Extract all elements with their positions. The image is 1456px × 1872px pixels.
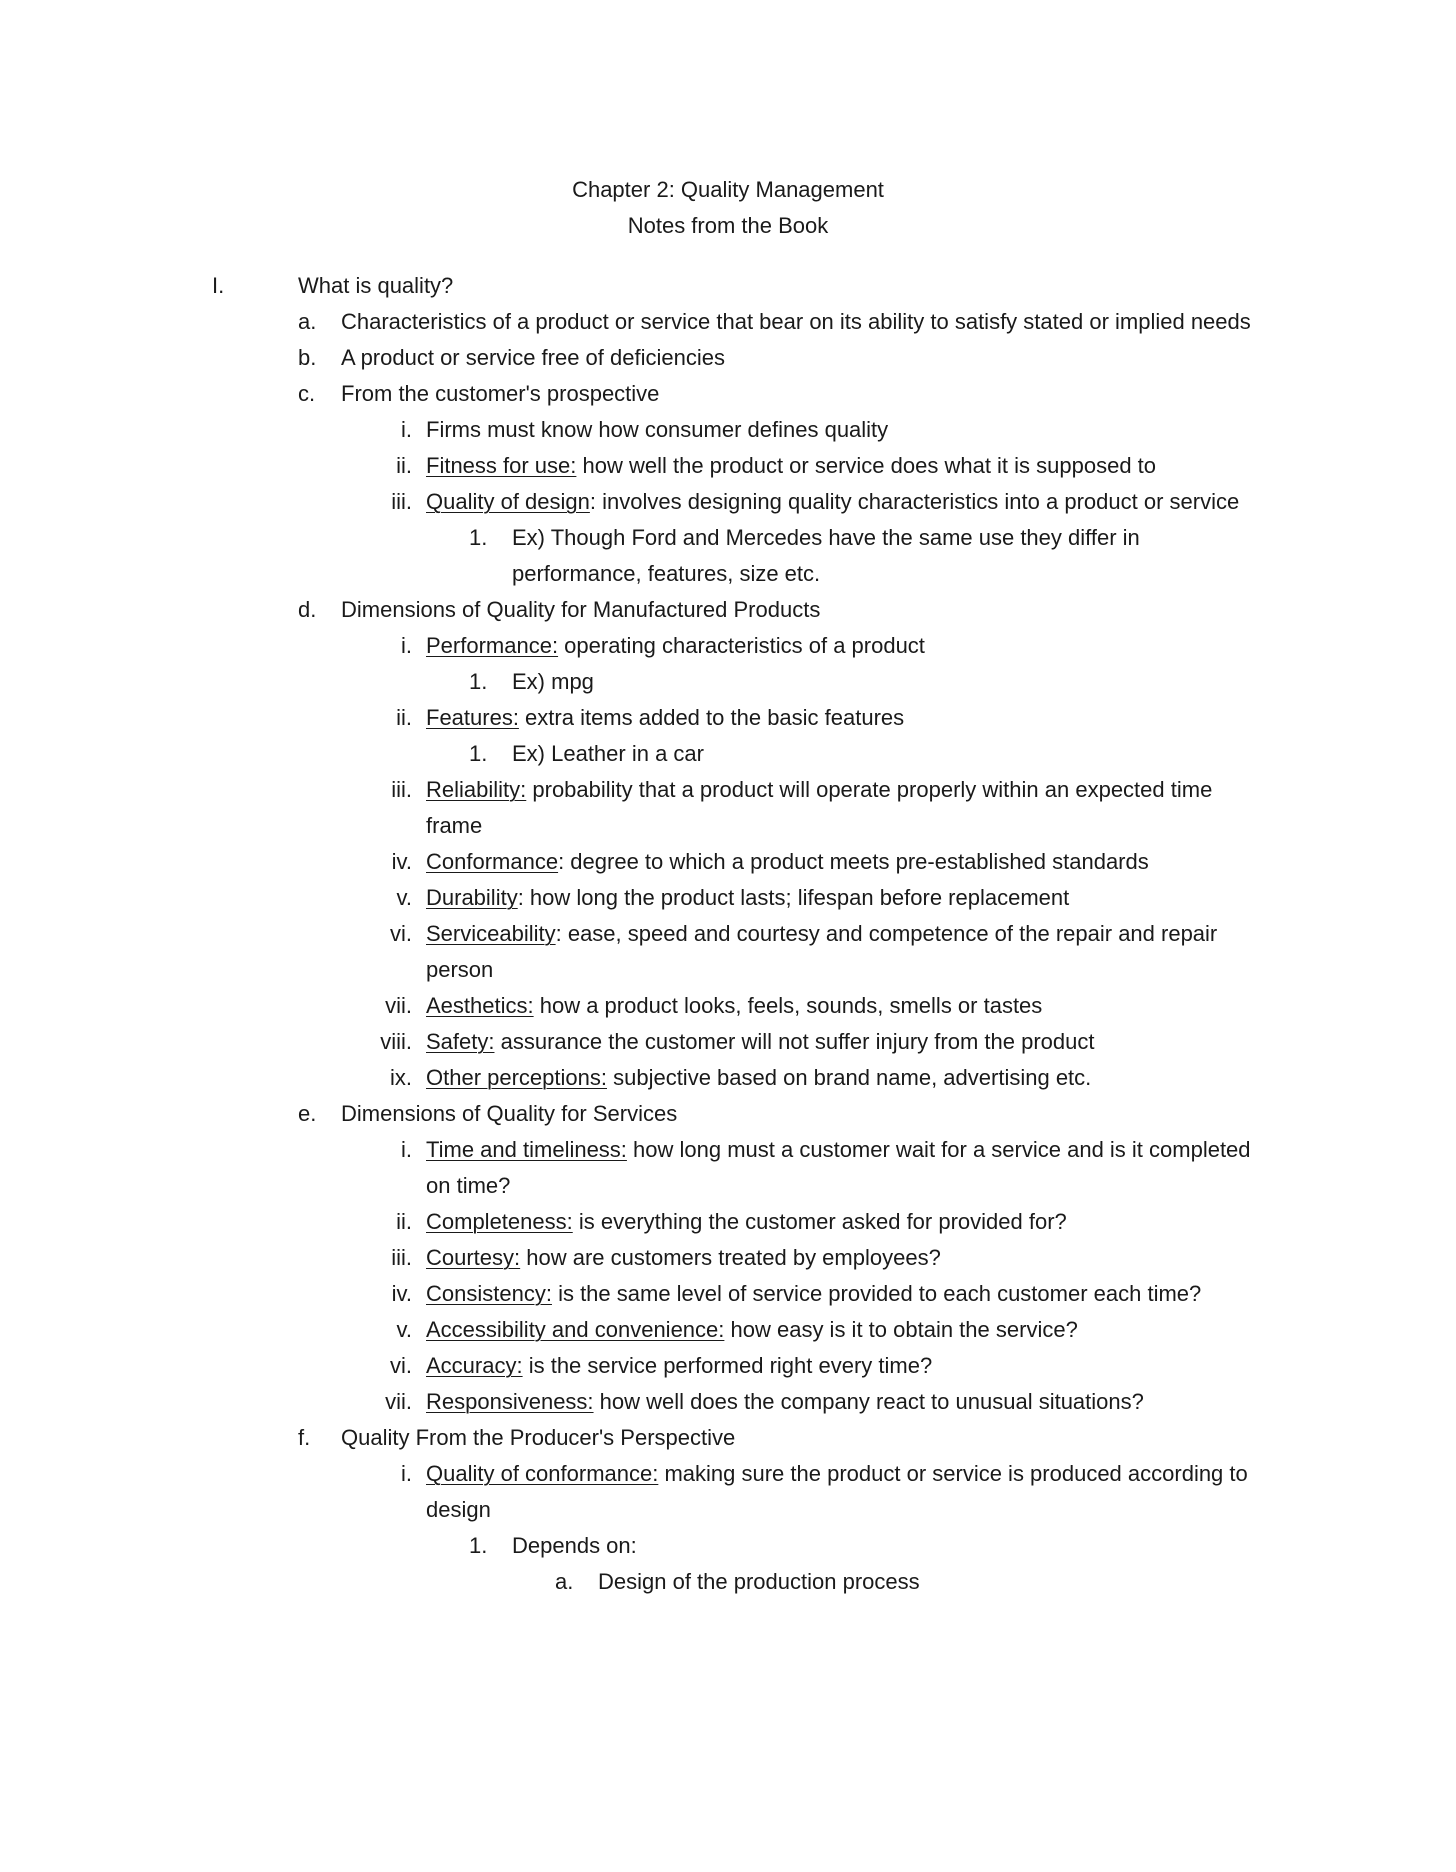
list-item-text [426, 1060, 1261, 1096]
definition-text: how are customers treated by employees? [520, 1245, 941, 1270]
list-marker: a. [555, 1569, 574, 1594]
outline-item-level-3 [401, 1132, 1261, 1204]
outline-item-level-3 [391, 844, 1261, 880]
defined-term: Time and timeliness: [426, 1137, 627, 1162]
definition-text: Depends on: [512, 1533, 637, 1558]
list-marker: b. [298, 345, 317, 370]
definition-text: : how long the product lasts; lifespan before replacement [517, 885, 1070, 910]
defined-term: Responsiveness: [426, 1389, 594, 1414]
defined-term: Aesthetics: [426, 993, 534, 1018]
definition-text: operating characteristics of a product [558, 633, 925, 658]
definition-text: extra items added to the basic features [518, 705, 905, 730]
outline-item-level-5 [555, 1564, 1198, 1600]
definition-text: Quality From the Producer's Perspective [341, 1425, 736, 1450]
outline-item-level-3 [401, 628, 1261, 664]
list-marker: v. [396, 885, 412, 910]
list-item-text [426, 1240, 1261, 1276]
document-title: Chapter 2: Quality Management [572, 177, 884, 202]
outline-item-level-3 [391, 484, 1261, 520]
document-subtitle: Notes from the Book [627, 213, 829, 238]
definition-text: Dimensions of Quality for Manufactured Products [341, 597, 821, 622]
definition-text: Ex) mpg [512, 669, 594, 694]
list-marker: d. [298, 597, 317, 622]
outline-item-level-2 [298, 1420, 1261, 1456]
list-marker: i. [401, 417, 412, 442]
defined-term: Quality of design [426, 489, 590, 514]
defined-term: Accessibility and convenience: [426, 1317, 725, 1342]
definition-text: how well does the company react to unusual situations? [593, 1389, 1144, 1414]
outline-item-level-3 [385, 988, 1261, 1024]
list-item-text [426, 1132, 1261, 1204]
list-item-text [426, 916, 1261, 988]
list-marker: I. [212, 273, 225, 298]
title-block [0, 172, 1456, 244]
definition-text: how well the product or service does what it is supposed to [576, 453, 1157, 478]
list-item-text [298, 268, 1258, 304]
definition-text: making sure the product or service is produced according to design [426, 1461, 1248, 1522]
list-item-text [426, 772, 1261, 844]
definition-text: Characteristics of a product or service that bear on its ability to satisfy stated or implied needs [341, 309, 1251, 334]
outline-item-level-2 [298, 340, 1261, 376]
list-marker: ii. [396, 453, 412, 478]
list-marker: vi. [390, 1353, 412, 1378]
list-marker: v. [396, 1317, 412, 1342]
outline-item-level-2 [298, 1096, 1261, 1132]
outline-item-level-4 [469, 520, 1202, 592]
list-marker: i. [401, 1461, 412, 1486]
list-marker: e. [298, 1101, 317, 1126]
list-item-text [426, 988, 1261, 1024]
outline-item-level-3 [401, 412, 1261, 448]
list-marker: f. [298, 1425, 311, 1450]
list-item-text [426, 484, 1261, 520]
outline-item-level-3 [396, 1204, 1261, 1240]
definition-text: how long must a customer wait for a service and is it completed on time? [426, 1137, 1251, 1198]
definition-text: how a product looks, feels, sounds, smells or tastes [533, 993, 1043, 1018]
defined-term: Other perceptions: [426, 1065, 607, 1090]
outline-item-level-3 [390, 916, 1261, 988]
defined-term: Quality of conformance: [426, 1461, 659, 1486]
definition-text: What is quality? [298, 273, 454, 298]
definition-text: how easy is it to obtain the service? [724, 1317, 1078, 1342]
list-marker: iii. [391, 1245, 412, 1270]
list-item-text [598, 1564, 1198, 1600]
list-marker: 1. [469, 1533, 488, 1558]
list-item-text [426, 1384, 1261, 1420]
outline-item-level-3 [396, 700, 1261, 736]
outline-item-level-4 [469, 736, 1202, 772]
list-item-text [426, 1276, 1261, 1312]
outline-item-level-2 [298, 376, 1261, 412]
definition-text: Dimensions of Quality for Services [341, 1101, 678, 1126]
outline-item-level-2 [298, 304, 1261, 340]
list-marker: iii. [391, 777, 412, 802]
outline-item-level-3 [391, 1240, 1261, 1276]
defined-term: Accuracy: [426, 1353, 523, 1378]
list-item-text [426, 880, 1261, 916]
list-marker: 1. [469, 741, 488, 766]
defined-term: Courtesy: [426, 1245, 521, 1270]
list-item-text [512, 1528, 1202, 1564]
outline-item-level-3 [401, 1456, 1261, 1528]
definition-text: assurance the customer will not suffer injury from the product [494, 1029, 1095, 1054]
defined-term: Performance: [426, 633, 559, 658]
list-item-text [426, 448, 1261, 484]
definition-text: subjective based on brand name, advertising etc. [606, 1065, 1092, 1090]
list-marker: ii. [396, 705, 412, 730]
list-item-text [426, 1204, 1261, 1240]
definition-text: A product or service free of deficiencies [341, 345, 725, 370]
definition-text: is the same level of service provided to each customer each time? [551, 1281, 1202, 1306]
list-marker: vi. [390, 921, 412, 946]
outline-item-level-3 [385, 1384, 1261, 1420]
list-marker: ix. [390, 1065, 412, 1090]
defined-term: Features: [426, 705, 519, 730]
list-item-text [426, 412, 1261, 448]
defined-term: Serviceability [426, 921, 556, 946]
list-marker: viii. [380, 1029, 412, 1054]
definition-text: Design of the production process [598, 1569, 920, 1594]
definition-text: : involves designing quality characteristics into a product or service [589, 489, 1240, 514]
defined-term: Durability [426, 885, 518, 910]
defined-term: Fitness for use: [426, 453, 577, 478]
list-marker: 1. [469, 669, 488, 694]
defined-term: Conformance [426, 849, 559, 874]
list-item-text [341, 376, 1261, 412]
outline-item-level-4 [469, 1528, 1202, 1564]
list-item-text [426, 844, 1261, 880]
defined-term: Reliability: [426, 777, 527, 802]
list-item-text [341, 340, 1261, 376]
list-item-text [426, 1348, 1261, 1384]
list-marker: i. [401, 1137, 412, 1162]
outline-item-level-3 [380, 1024, 1261, 1060]
outline-item-level-3 [396, 448, 1261, 484]
definition-text: From the customer's prospective [341, 381, 660, 406]
outline-item-level-3 [391, 1276, 1261, 1312]
list-item-text [341, 592, 1261, 628]
list-marker: iv. [391, 849, 412, 874]
list-item-text [512, 520, 1202, 592]
list-item-text [341, 1420, 1261, 1456]
outline-item-level-3 [391, 772, 1261, 844]
list-item-text [426, 1024, 1261, 1060]
list-marker: vii. [385, 1389, 412, 1414]
definition-text: is everything the customer asked for provided for? [572, 1209, 1067, 1234]
list-item-text [341, 1096, 1261, 1132]
list-item-text [426, 628, 1261, 664]
list-item-text [512, 736, 1202, 772]
outline-item-level-1 [212, 268, 1258, 304]
defined-term: Safety: [426, 1029, 495, 1054]
definition-text: : degree to which a product meets pre-established standards [558, 849, 1149, 874]
list-item-text [341, 304, 1261, 340]
definition-text: Ex) Though Ford and Mercedes have the same use they differ in performance, features, size etc. [512, 525, 1140, 586]
list-item-text [426, 1456, 1261, 1528]
list-marker: vii. [385, 993, 412, 1018]
list-marker: iii. [391, 489, 412, 514]
list-item-text [512, 664, 1202, 700]
list-item-text [426, 1312, 1261, 1348]
outline-item-level-3 [396, 1312, 1261, 1348]
outline-item-level-3 [390, 1348, 1261, 1384]
definition-text: probability that a product will operate properly within an expected time frame [426, 777, 1213, 838]
outline-item-level-3 [390, 1060, 1261, 1096]
outline-item-level-3 [396, 880, 1261, 916]
list-marker: 1. [469, 525, 488, 550]
list-marker: a. [298, 309, 317, 334]
definition-text: is the service performed right every time? [522, 1353, 933, 1378]
definition-text: Ex) Leather in a car [512, 741, 704, 766]
definition-text: : ease, speed and courtesy and competence of the repair and repair person [426, 921, 1218, 982]
list-marker: i. [401, 633, 412, 658]
defined-term: Completeness: [426, 1209, 573, 1234]
list-marker: c. [298, 381, 316, 406]
outline-item-level-4 [469, 664, 1202, 700]
list-item-text [426, 700, 1261, 736]
defined-term: Consistency: [426, 1281, 552, 1306]
list-marker: ii. [396, 1209, 412, 1234]
notes-outline [0, 268, 1456, 1600]
definition-text: Firms must know how consumer defines quality [426, 417, 889, 442]
list-marker: iv. [391, 1281, 412, 1306]
outline-item-level-2 [298, 592, 1261, 628]
